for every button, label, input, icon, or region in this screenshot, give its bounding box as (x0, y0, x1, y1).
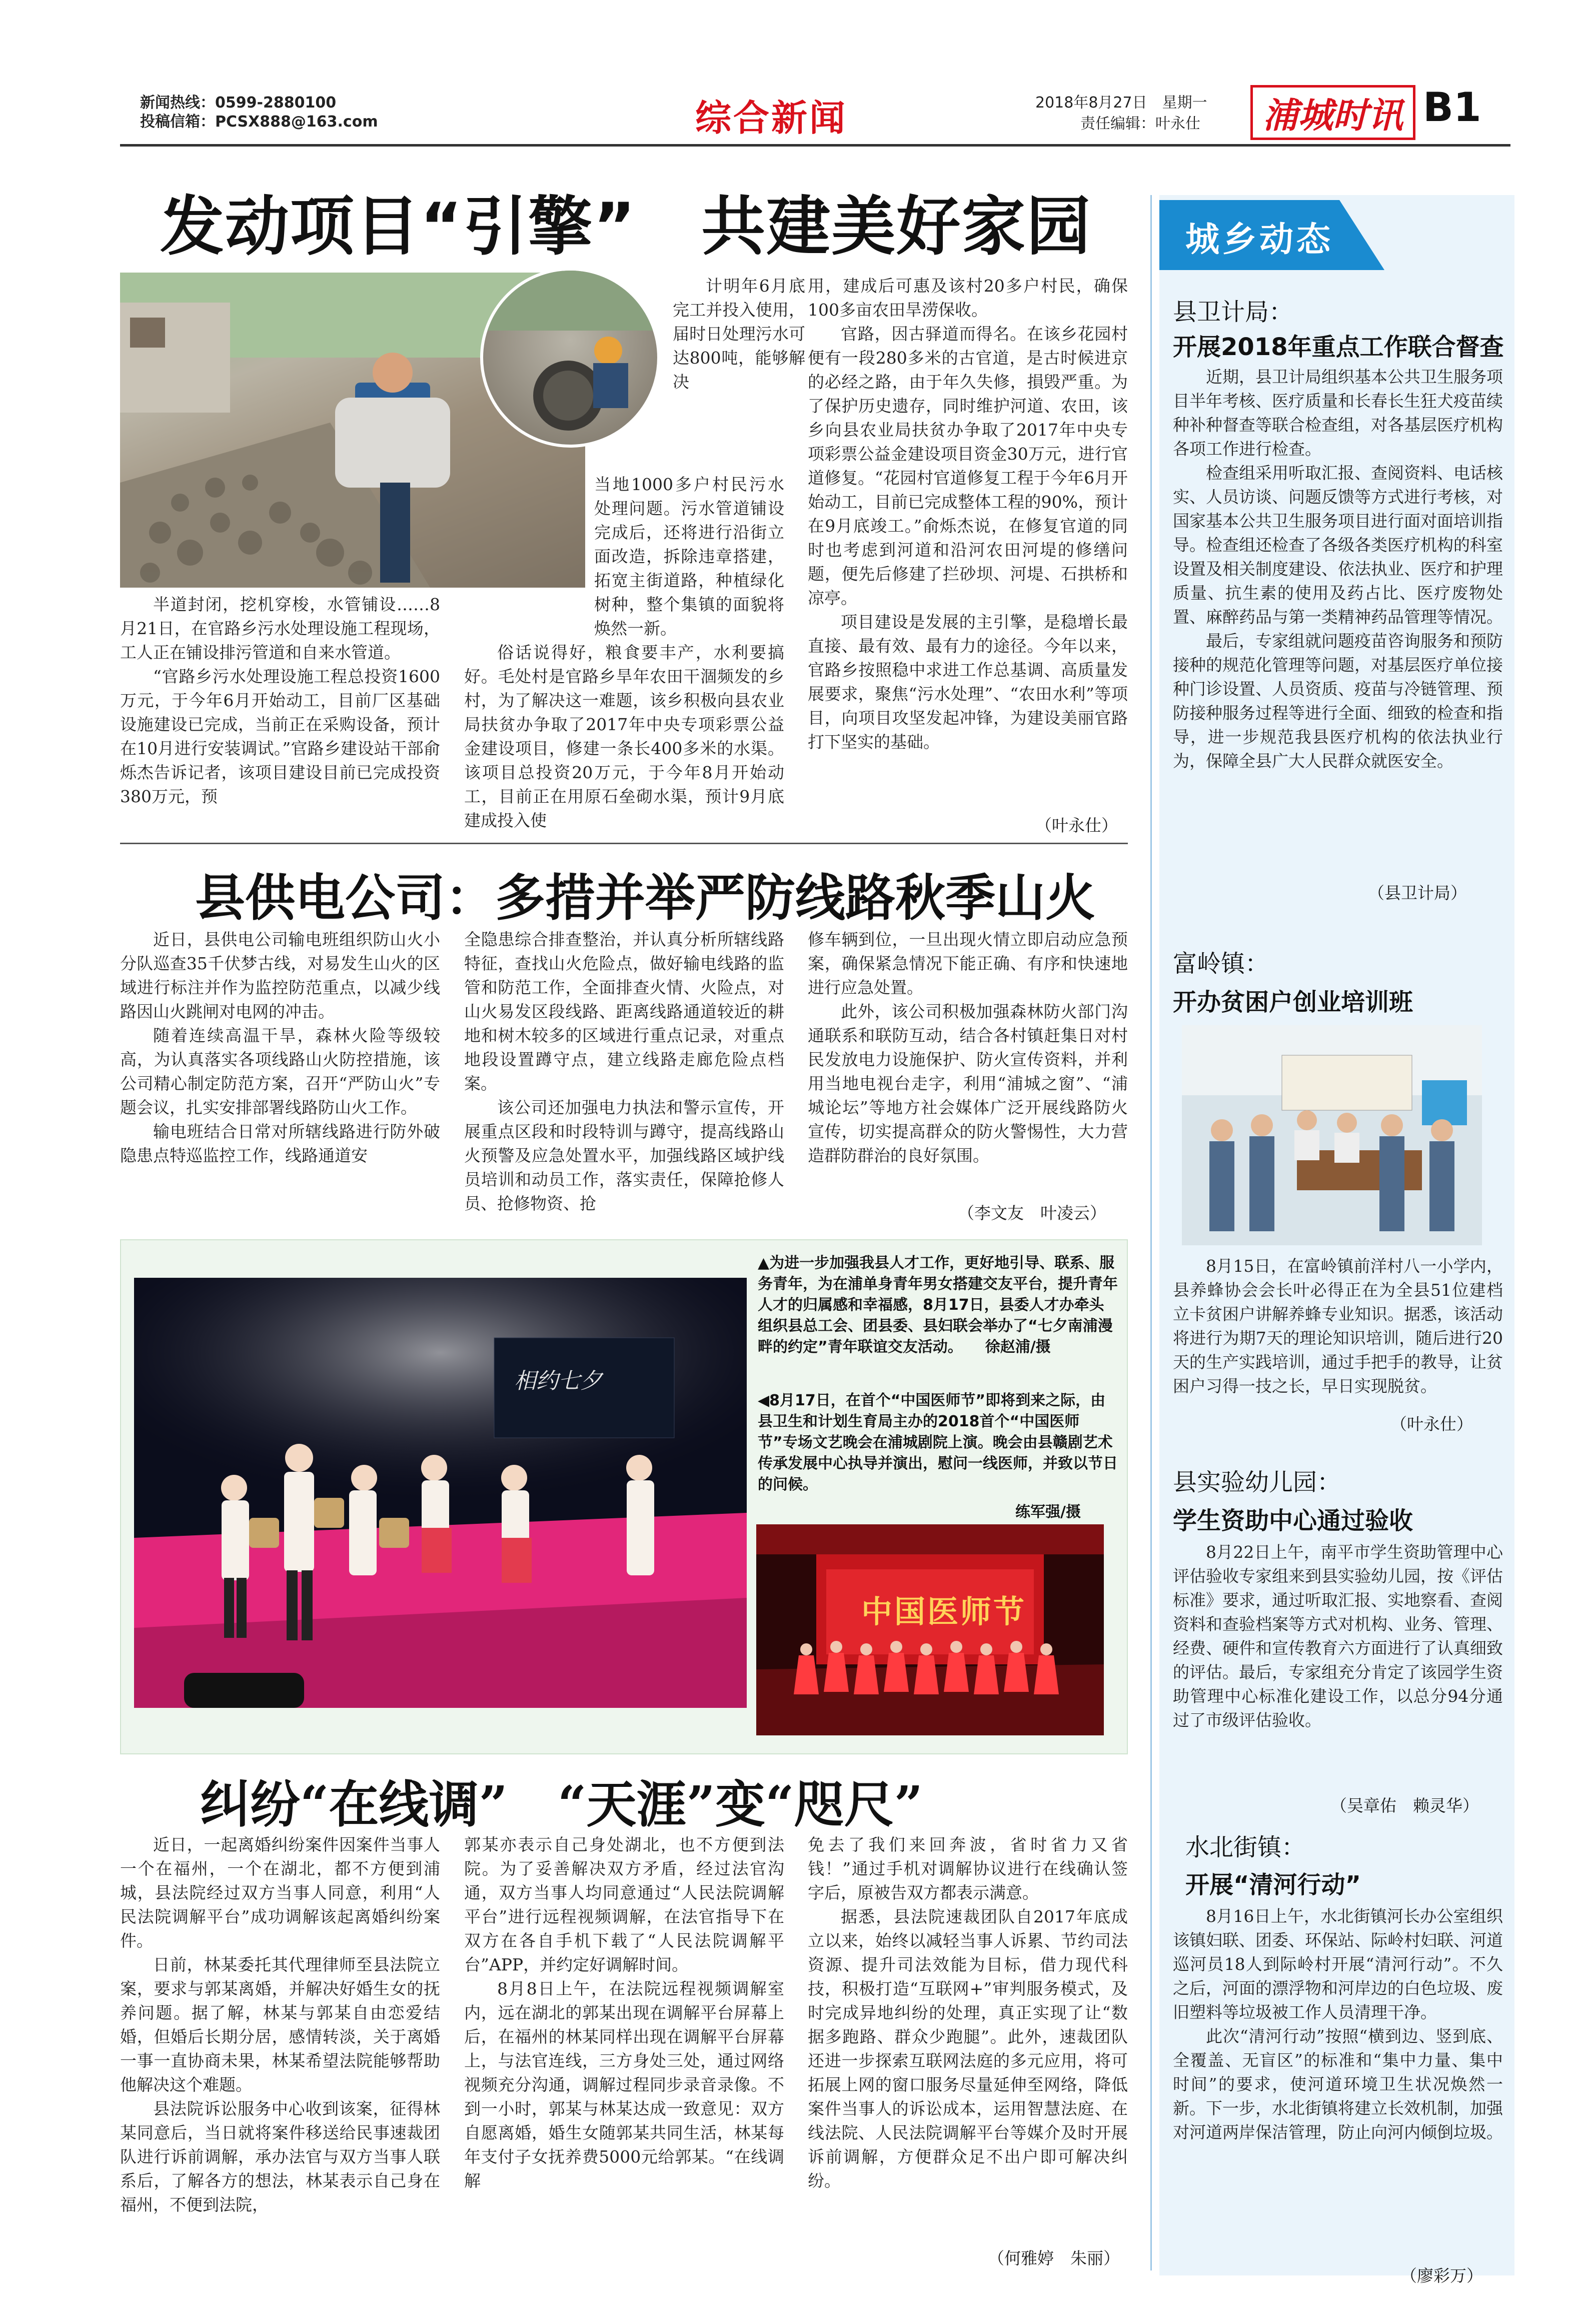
article2-col1-p1: 近日，县供电公司输电班组织防山火小分队巡查35千伏梦古线，对易发生山火的区域进行标注并作为监控防范重点，以减少线路因山火跳闸对电网的冲击。 (120, 930, 440, 1021)
article3-col1-p2: 日前，林某委托其代理律师至县法院立案，要求与郭某离婚，并解决好婚生女的抚养问题。据了解，林某与郭某自由恋爱结婚，但婚后长期分居，感情转淡，关于离婚一事一直协商未果，林某希望法院能够帮助他解决这个难题。 (120, 1955, 440, 2094)
article1-col1-p2: “官路乡污水处理设施工程总投资1600万元，于今年6月开始动工，目前厂区基础设施建设已完成，当前正在采购设备，预计在10月进行安装调试。”官路乡建设站干部俞烁杰告诉记者，该项目建设目前已完成投资380万元，预 (120, 667, 440, 806)
sidebar-item2-kicker: 富岭镇： (1173, 950, 1269, 978)
article3-col2 (464, 1833, 784, 2273)
article3-col1 (120, 1833, 440, 2273)
article2-title: 县供电公司：多措并举严防线路秋季山火 (195, 868, 1095, 927)
sidebar-item3-p1: 8月22日上午，南平市学生资助管理中心评估验收专家组来到县实验幼儿园，按《评估标准》要求，通过听取汇报、实地察看、查阅资料和查验档案等方式对机构、业务、管理、经费、硬件和宣传教育六方面进行了认真细致的评估。最后，专家组充分肯定了该园学生资助管理中心标准化建设工作，以总分94分通过了市级评估验收。 (1173, 1542, 1503, 1730)
article2-col1 (120, 928, 440, 1238)
dance-stage-illustration (134, 1278, 747, 1708)
photo-caption-1 (758, 1253, 1118, 1383)
date-line: 2018年8月27日 星期一 (1035, 94, 1207, 112)
sidebar-item1-p1: 近期，县卫计局组织基本公共卫生服务项目半年考核、医疗质量和长春长生狂犬疫苗续种补种督查等联合检查组，对各基层医疗机构各项工作进行检查。 (1173, 367, 1503, 459)
sidebar-item3-byline: （吴章佑 赖灵华） (1330, 1796, 1479, 1815)
sidebar-item4-p2: 此次“清河行动”按照“横到边、竖到底、全覆盖、无盲区”的标准和“集中力量、集中时间”的要求，使河道环境卫生状况焕然一新。下一步，水北街镇将建立长效机制，加强对河道两岸保洁管理，防止向河内倾倒垃圾。 (1173, 2026, 1503, 2142)
article2-col1-p2: 随着连续高温干旱，森林火险等级较高，为认真落实各项线路山火防控措施，该公司精心制定防范方案，召开“严防山火”专题会议，扎实安排部署线路防山火工作。 (120, 1026, 440, 1117)
article3-col1-p1: 近日，一起离婚纠纷案件因案件当事人一个在福州，一个在湖北，都不方便到浦城，县法院经过双方当事人同意，利用“人民法院调解平台”成功调解该起离婚纠纷案件。 (120, 1835, 440, 1950)
construction-inset-photo (480, 268, 660, 448)
sidebar-divider (1150, 195, 1152, 2270)
sidebar-header-text: 城乡动态 (1185, 220, 1334, 260)
article1-byline: （叶永仕） (1035, 816, 1118, 835)
article3-col2-p2: 8月8日上午，在法院远程视频调解室内，远在湖北的郭某出现在调解平台屏幕上后，在福州的林某同样出现在调解平台屏幕上，与法官连线，三方身处三处，通过网络视频充分沟通，调解过程同步录音录像。不到一小时，郭某与林某达成一致意见：双方自愿离婚，婚生女随郭某共同生活，林某每年支付子女抚养费5000元给郭某。“在线调解 (464, 1979, 784, 2190)
article3-title: 纠纷“在线调” “天涯”变“咫尺” (200, 1775, 923, 1834)
dance-photo (134, 1278, 747, 1708)
article3-col3 (808, 1833, 1128, 2248)
article3-col1-p3: 县法院诉讼服务中心收到该案，征得林某同意后，当日就将案件移送给民事速裁团队进行诉前调解，承办法官与双方当事人联系后，了解各方的想法，林某表示自己身在福州，不便到法院， (120, 2099, 440, 2214)
article3-byline: （何雅婷 朱丽） (988, 2248, 1120, 2268)
article1-col1 (120, 593, 440, 833)
article2-col3-p2: 此外，该公司积极加强森林防火部门沟通联系和联防互动，结合各村镇赶集日对村民发放电力设施保护、防火宣传资料，并利用当地电视台走字，利用“浦城之窗”、“浦城论坛”等地方社会媒体广泛开展线路防火宣传，切实提高群众的防火警惕性，大力营造群防群治的良好氛围。 (808, 1002, 1128, 1165)
stage-text-qixi: 相约七夕 (514, 1368, 602, 1394)
article1-col3-p2: 官路，因古驿道而得名。在该乡花园村便有一段280多米的古官道，是古时候进京的必经之路，由于年久失修，損毁严重。为了保护历史遗存，同时维护河道、农田，该乡向县农业局扶贫办争取了2017年中央专项彩票公益金建设项目资金30万元，进行官道修复。“花园村官道修复工程于今年6月开始动工，目前已完成整体工程的90%，预计在9月底竣工。”俞烁杰说，在修复官道的同时也考虑到河道和沿河农田河堤的修缮问题，便先后修建了拦砂坝、河堤、石拱桥和凉亭。 (808, 324, 1128, 608)
article1-col1-p1: 半道封闭，挖机穿梭，水管铺设……8月21日，在官路乡污水处理设施工程现场，工人正在铺设排污管道和自来水管道。 (120, 595, 440, 662)
article1-title: 发动项目“引擎” 共建美好家园 (160, 190, 1092, 264)
editor-line: 责任编辑：叶永仕 (1080, 115, 1200, 133)
sidebar-item4-kicker: 水北街镇： (1185, 1833, 1306, 1861)
article1-col2 (464, 473, 784, 833)
sidebar-item1-body (1173, 365, 1503, 890)
stage-text-doctors-day: 中国医师节 (861, 1593, 1027, 1630)
article1-col2-top-text: 计明年6月底完工并投入使用，届时日处理污水可达800吨，能够解决 (673, 276, 805, 392)
sidebar-item4-body (1173, 1904, 1503, 2272)
sidebar-item1-byline: （县卫计局） (1368, 883, 1467, 903)
article2-col2-p2: 该公司还加强电力执法和警示宣传，开展重点区段和时段特训与蹲守，提高线路山火预警及应急处置水平，加强线路区域护线员培训和动员工作，落实责任，保障抢修人员、抢修物资、抢 (464, 1098, 784, 1213)
article2-col2-p1: 全隐患综合排查整治，并认真分析所辖线路特征，查找山火危险点，做好输电线路的监管和防范工作，全面排查火情、火险点，对山火易发区段线路、距离线路通道较近的耕地和树木较多的区域进行重点记录，对重点地段设置蹲守点，建立线路走廊危险点档案。 (464, 930, 784, 1093)
sidebar-item1-p2: 检查组采用听取汇报、查阅资料、电话核实、人员访谈、问题反馈等方式进行考核，对国家基本公共卫生服务项目进行面对面培训指导。检查组还检查了各级各类医疗机构的科室设置及相关制度建设、依法执业、医疗和护理质量、抗生素的使用及药占比、医疗废物处置、麻醉药品与第一类精神药品管理等情况。 (1173, 463, 1503, 627)
sidebar-item3-headline: 学生资助中心通过验收 (1173, 1507, 1413, 1535)
article1-col2-p2: 俗话说得好，粮食要丰产，水利要搞好。毛处村是官路乡旱年农田干涸频发的乡村，为了解决这一难题，该乡积极向县农业局扶贫办争取了2017年中央专项彩票公益金建设项目，修建一条长400多米的水渠。该项目总投资20万元，于今年8月开始动工，目前正在用原石垒砌水渠，预计9月底建成投入使 (464, 643, 784, 830)
article1-col3-p1: 用，建成后可惠及该村20多户村民，确保100多亩农田旱涝保收。 (808, 276, 1128, 320)
article1-col3 (808, 274, 1128, 814)
header-rule (120, 144, 1510, 147)
article2-col3-p1: 修车辆到位，一旦出现火情立即启动应急预案，确保紧急情况下能正确、有序和快速地进行应急处置。 (808, 930, 1128, 997)
article1-bottom-rule (120, 843, 1128, 844)
photo-caption-2-text: ◀8月17日，在首个“中国医师节”即将到来之际，由县卫生和计划生育局主办的2018首个“中国医师节”专场文艺晚会在浦城剧院上演。晚会由县赣剧艺术传承发展中心执导并演出，慰问一线医师，并致以节日的问候。 (758, 1392, 1118, 1493)
doctors-day-photo (756, 1524, 1104, 1735)
article2-col1-p3: 输电班结合日常对所辖线路进行防外破隐患点特巡监控工作，线路通道安 (120, 1122, 440, 1165)
photo-caption-1-text: ▲为进一步加强我县人才工作，更好地引导、联系、服务青年，为在浦单身青年男女搭建交友平台，提升青年人才的归属感和幸福感，8月17日，县委人才办牵头组织县总工会、团县委、县妇联会举办了“七夕南浦漫畔的约定”青年联谊交友活动。 徐赵浦/摄 (758, 1254, 1118, 1356)
article3-col3-p2: 据悉，县法院速裁团队自2017年底成立以来，始终以减轻当事人诉累、节约司法资源、提升司法效能为目标，借力现代科技，积极打造“互联网+”审判服务模式，及时完成异地纠纷的处理，真正实现了让“数据多跑路、群众少跑腿”。此外，速裁团队还进一步探索互联网法庭的多元应用，将可拓展上网的窗口服务尽量延伸至网络，降低案件当事人的诉讼成本，运用智慧法庭、在线法院、人民法院调解平台等媒介及时开展诉前调解，方便群众足不出户即可解决纠纷。 (808, 1907, 1128, 2190)
article1-col3-p3: 项目建设是发展的主引擎，是稳增长最直接、最有效、最有力的途径。今年以来，官路乡按照稳中求进工作总基调、高质量发展要求，聚焦“污水处理”、“农田水利”等项目，向项目攻坚发起冲锋，为建设美丽官路打下坚实的基础。 (808, 612, 1128, 752)
sidebar-item2-p1: 8月15日，在富岭镇前洋村八一小学内，县养蜂协会会长叶必得正在为全县51位建档立卡贫困户讲解养蜂专业知识。据悉，该活动将进行为期7天的理论知识培训，随后进行20天的生产实践培训，通过手把手的教导，让贫困户习得一技之长，早日实现脱贫。 (1173, 1256, 1503, 1396)
hotline: 新闻热线：0599-2880100 (140, 94, 337, 112)
article2-byline: （李文友 叶凌云） (958, 1203, 1106, 1223)
page-number: B1 (1423, 84, 1481, 131)
sidebar-item2-headline: 开办贫困户创业培训班 (1173, 988, 1413, 1016)
training-class-illustration (1182, 1025, 1482, 1245)
sidebar-item4-headline: 开展“清河行动” (1185, 1871, 1361, 1899)
sidebar-item1-p3: 最后，专家组就问题疫苗咨询服务和预防接种的规范化管理等问题，对基层医疗单位接种门诊设置、人员资质、疫苗与冷链管理、预防接种服务过程等进行全面、细致的检查和指导，进一步规范我县医疗机构的依法执业行为，保障全县广大人民群众就医安全。 (1173, 631, 1503, 771)
masthead-logo-text: 浦城时讯 (1263, 94, 1403, 136)
article3-col3-p1: 免去了我们来回奔波，省时省力又省钱！”通过手机对调解协议进行在线确认签字后，原被告双方都表示满意。 (808, 1835, 1128, 1902)
article1-col2-top (673, 274, 805, 474)
article2-col3 (808, 928, 1128, 1213)
training-class-photo (1182, 1025, 1482, 1245)
article2-col2 (464, 928, 784, 1238)
sidebar-item3-kicker: 县实验幼儿园： (1173, 1468, 1341, 1496)
article3-col2-p1: 郭某亦表示自己身处湖北，也不方便到法院。为了妥善解决双方矛盾，经过法官沟通，双方当事人均同意通过“人民法院调解平台”进行远程视频调解，在法官指导下在双方在各自手机下载了“人民法院调解平台”APP，并约定好调解时间。 (464, 1835, 784, 1974)
sidebar-item2-body (1173, 1254, 1503, 1424)
photo-caption-2-credit: 练军强/摄 (1015, 1503, 1081, 1521)
sidebar-item2-byline: （叶永仕） (1390, 1414, 1473, 1434)
sidebar-item4-p1: 8月16日上午，水北街镇河长办公室组织该镇妇联、团委、环保站、际岭村妇联、河道巡河员18人到际岭村开展“清河行动”。不久之后，河面的漂浮物和河岸边的白色垃圾、废旧塑料等垃圾被工作人员清理干净。 (1173, 1906, 1503, 2022)
masthead-logo (1250, 85, 1415, 140)
sidebar-item4-byline: （廖彩万） (1400, 2266, 1483, 2285)
sidebar-item1-headline: 开展2018年重点工作联合督查 (1173, 333, 1504, 361)
sidebar-item3-body (1173, 1540, 1503, 1800)
submission-email: 投稿信箱：PCSX888@163.com (140, 113, 378, 131)
article1-col2-p1: 当地1000多户村民污水处理问题。污水管道铺设完成后，还将进行沿街立面改造，拆除违章搭建，拓宽主街道路，种植绿化树种，整个集镇的面貌将焕然一新。 (594, 475, 784, 638)
sidebar-item1-kicker: 县卫计局： (1173, 298, 1293, 326)
section-title: 综合新闻 (695, 97, 848, 139)
